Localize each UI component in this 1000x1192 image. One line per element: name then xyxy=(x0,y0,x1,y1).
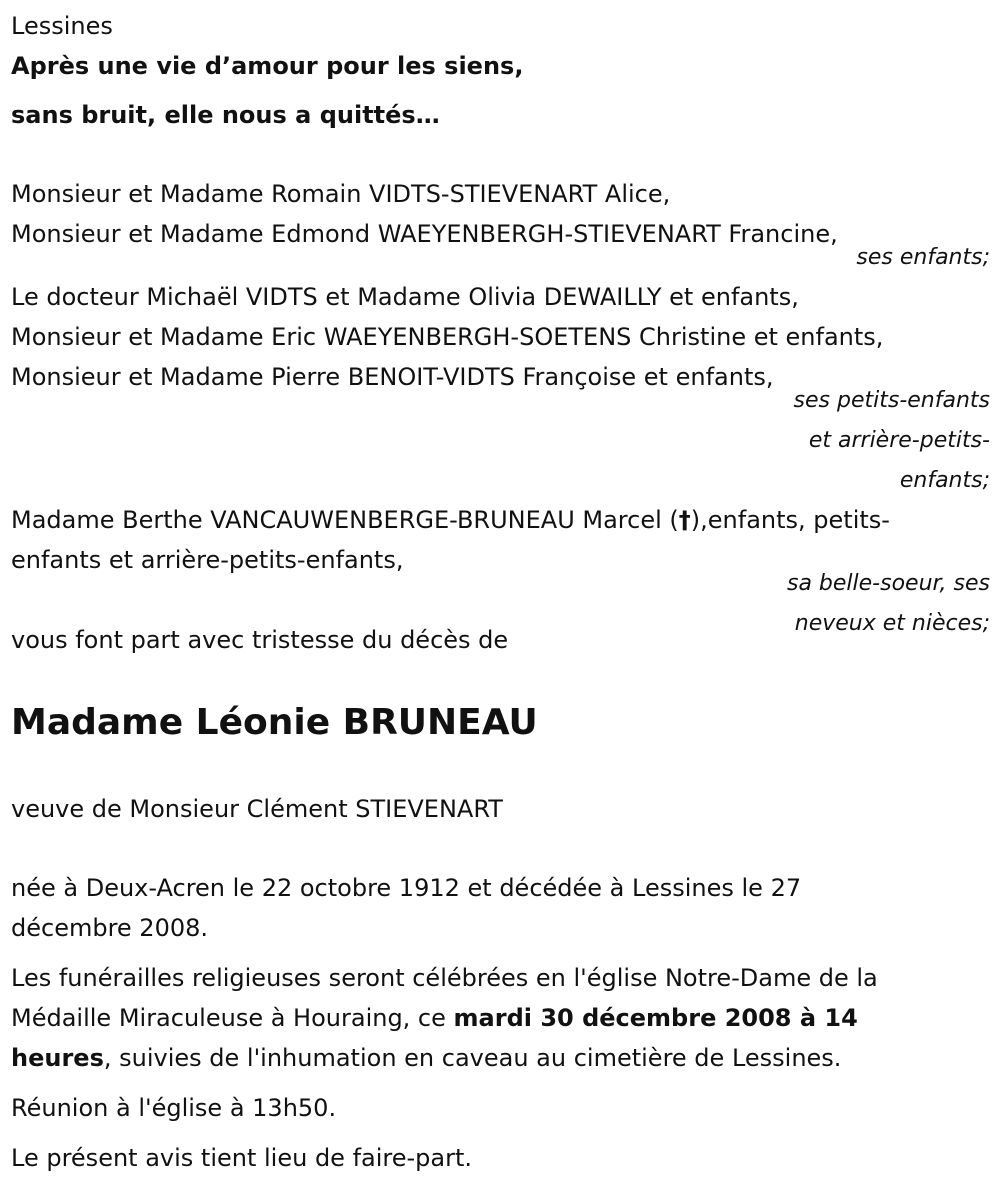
birth-death-line-1: née à Deux-Acren le 22 octobre 1912 et décédée à Lessines le 27 xyxy=(11,874,802,902)
sister-in-law-relation-2: neveux et nièces; xyxy=(794,611,990,636)
children-relation: ses enfants; xyxy=(856,245,990,270)
funeral-datetime: mardi 30 décembre 2008 à 14 xyxy=(453,1004,858,1032)
widow-of: veuve de Monsieur Clément STIEVENART xyxy=(11,795,503,823)
funeral-line-1: Les funérailles religieuses seront célébrées en l'église Notre-Dame de la xyxy=(11,964,878,992)
announcement: vous font part avec tristesse du décès de xyxy=(11,626,509,654)
notice: Le présent avis tient lieu de faire-part. xyxy=(11,1144,473,1172)
sister-in-law-relation-1: sa belle-soeur, ses xyxy=(786,571,990,596)
funeral-time-unit: heures xyxy=(11,1044,104,1072)
funeral-location: Médaille Miraculeuse à Houraing, ce xyxy=(11,1004,454,1032)
grandchildren-line-1: Le docteur Michaël VIDTS et Madame Olivia DEWAILLY et enfants, xyxy=(11,283,799,311)
children-line-2: Monsieur et Madame Edmond WAEYENBERGH-STIEVENART Francine, xyxy=(11,220,838,248)
sister-in-law-line-1 xyxy=(11,505,890,535)
funeral-line-3 xyxy=(11,1043,841,1073)
grandchildren-relation-2: et arrière-petits- xyxy=(808,428,990,453)
funeral-burial: , suivies de l'inhumation en caveau au cimetière de Lessines. xyxy=(103,1044,842,1072)
cross-icon: † xyxy=(678,506,691,534)
epitaph-line-2: sans bruit, elle nous a quittés… xyxy=(11,101,440,129)
birth-death-line-2: décembre 2008. xyxy=(11,914,209,942)
grandchildren-line-2: Monsieur et Madame Eric WAEYENBERGH-SOETENS Christine et enfants, xyxy=(11,323,884,351)
sister-in-law-continuation: ),enfants, petits- xyxy=(690,506,890,534)
grandchildren-relation-1: ses petits-enfants xyxy=(793,388,990,413)
funeral-line-2 xyxy=(11,1003,858,1033)
grandchildren-line-3: Monsieur et Madame Pierre BENOIT-VIDTS Françoise et enfants, xyxy=(11,363,774,391)
epitaph-line-1: Après une vie d’amour pour les siens, xyxy=(11,52,524,80)
children-line-1: Monsieur et Madame Romain VIDTS-STIEVENART Alice, xyxy=(11,180,671,208)
deceased-name: Madame Léonie BRUNEAU xyxy=(11,702,538,743)
city-label: Lessines xyxy=(11,12,113,40)
sister-in-law-line-2: enfants et arrière-petits-enfants, xyxy=(11,546,404,574)
grandchildren-relation-3: enfants; xyxy=(899,468,990,493)
sister-in-law-name: Madame Berthe VANCAUWENBERGE-BRUNEAU Marcel ( xyxy=(11,506,679,534)
gathering: Réunion à l'église à 13h50. xyxy=(11,1094,337,1122)
